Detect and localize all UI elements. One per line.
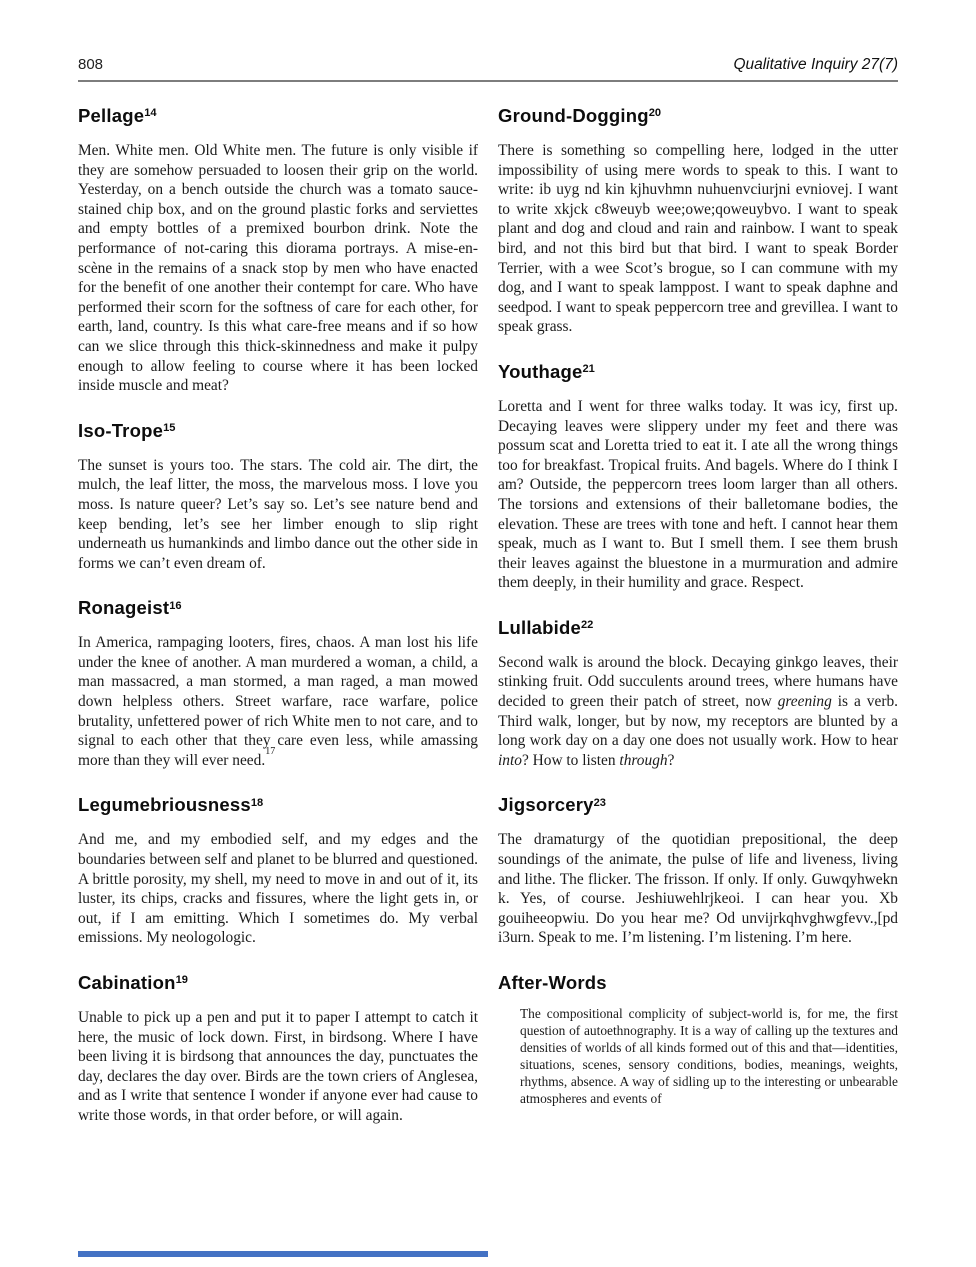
section bbox=[498, 105, 898, 337]
section-heading bbox=[78, 597, 478, 622]
section-heading-label: After-Words bbox=[498, 972, 607, 993]
paragraph-text: Second walk is around the block. Decaying ginkgo leaves, their stinking fruit. Odd succulents around trees, where humans have decided to green their patch of street, now bbox=[498, 653, 898, 711]
footnote-superscript: 15 bbox=[163, 422, 176, 435]
body-paragraph bbox=[78, 1008, 478, 1126]
paragraph-text: Men. White men. Old White men. The future is only visible if they are somehow persuaded to loosen their grip on the world. Yesterday, on a bench outside the church was a tomato sauce-stained chip box, and on the ground plastic forks and serviettes and empty bottles of a premixed bourbon drink. Note the performance of not-caring this diorama portrays. A mise-en-scène in the remains of a snack stop by men who have enacted for the benefit of one another their contempt for care. Who have performed their scorn for the softness of care for each other, for earth, land, country. Is this what care-free means and if so how can we slice through this thick-skinnedness and make it pulpy enough to allow feeling to course where it has been locked inside muscle and meat? bbox=[78, 142, 478, 395]
section-heading bbox=[78, 420, 478, 445]
section bbox=[498, 794, 898, 948]
paragraph-text: The sunset is yours too. The stars. The cold air. The dirt, the mulch, the leaf litter, the moss, the marvelous moss. I love you moss. Is nature queer? Let’s say so. Let’s see nature bend and keep bending, let’s see her limber enough to slip right underneath us humankinds and limbo dance out the other side in forms we can’t even dream of. bbox=[78, 456, 478, 572]
footnote-superscript: 20 bbox=[648, 107, 662, 120]
section bbox=[498, 617, 898, 771]
paragraph-text: ? How to listen bbox=[521, 751, 620, 769]
section-heading-label: Ground-Dogging bbox=[498, 105, 649, 126]
right-column bbox=[498, 100, 898, 1126]
section-heading bbox=[78, 794, 478, 819]
paragraph-text: The compositional complicity of subject-world is, for me, the first question of autoethnography. It is a way of calling up the textures and densities of worlds of all kinds formed out of this and that—identities, situations, scenes, sensory conditions, bodies, meanings, weights, rhythms, absence. A way of sidling up to the interesting or unbearable atmospheres and events of bbox=[520, 1006, 898, 1106]
section bbox=[498, 972, 898, 1107]
body-paragraph bbox=[498, 830, 898, 948]
footnote-superscript: 22 bbox=[581, 619, 594, 632]
section-heading bbox=[78, 972, 478, 997]
body-paragraph bbox=[78, 456, 478, 574]
body-paragraph bbox=[498, 397, 898, 593]
section-heading-label: Lullabide bbox=[498, 616, 581, 638]
afterwords-paragraph bbox=[520, 1005, 898, 1107]
page-number: 808 bbox=[78, 56, 104, 73]
body-paragraph bbox=[498, 141, 898, 337]
paragraph-text: is a verb. Third walk, longer, but by now, my receptors are blunted by a long work day on a day one does not usually work. How to hear bbox=[498, 693, 898, 750]
section-heading-label: Iso-Trope bbox=[78, 419, 164, 441]
paragraph-text: The dramaturgy of the quotidian prepositional, the deep soundings of the animate, the pulse of life and liveness, living and lithe. The flicker. The frisson. If only. If only. Guwqyhwekn k. Yes, of course. Jeshiuwehlrjkeoi. I can hear you. Xb gouiheeopwiu. Do you hear me? Od unvijrkqhvghwgfevv.,[pd i3urn. Speak to me. I’m listening. I’m listening. I’m here. bbox=[498, 831, 898, 947]
section-heading-label: Cabination bbox=[78, 972, 176, 993]
section bbox=[498, 361, 898, 593]
footnote-superscript: 21 bbox=[582, 363, 595, 376]
body-paragraph bbox=[78, 633, 478, 770]
footnote-superscript: 16 bbox=[169, 599, 182, 612]
article-body bbox=[78, 100, 898, 1126]
section bbox=[78, 597, 478, 770]
body-paragraph bbox=[78, 830, 478, 948]
section bbox=[78, 105, 478, 396]
section bbox=[78, 972, 478, 1126]
section-heading bbox=[498, 794, 898, 819]
bottom-blue-bar bbox=[78, 1251, 488, 1257]
section-heading bbox=[498, 617, 898, 642]
body-paragraph bbox=[498, 653, 898, 771]
journal-title: Qualitative Inquiry 27(7) bbox=[733, 56, 898, 73]
footnote-superscript: 23 bbox=[593, 796, 606, 809]
section-heading-label: Legumebriousness bbox=[78, 794, 251, 816]
footnote-superscript: 18 bbox=[250, 796, 264, 809]
section bbox=[78, 420, 478, 574]
italic-text: greening bbox=[777, 693, 832, 711]
header-rule bbox=[78, 80, 898, 82]
section-heading bbox=[498, 361, 898, 386]
paragraph-text: And me, and my embodied self, and my edges and the boundaries between self and planet to be blurred and questioned. A brittle porosity, my shell, my need to move in and out of it, its luster, its chips, cracks and fissures, where the light gets in, or out, if I am emitting. Which I sometimes do. My verbal emissions. My neologologic. bbox=[78, 831, 478, 947]
section-heading-label: Youthage bbox=[498, 360, 583, 382]
footnote-superscript: 14 bbox=[144, 107, 157, 120]
section bbox=[78, 794, 478, 948]
footnote-reference: 17 bbox=[265, 746, 276, 758]
section-heading-label: Pellage bbox=[78, 105, 145, 126]
left-column bbox=[78, 100, 478, 1126]
section-heading bbox=[498, 105, 898, 130]
section-heading bbox=[498, 972, 898, 994]
paragraph-text: Unable to pick up a pen and put it to paper I attempt to catch it here, the music of lock down. First, in birdsong. Where I have been living it is birdsong that announces the day, punctuates the day, declares the day over. Birds are the town criers of Anglesea, and as I write that sentence I wonder if anyone ever had cause to write those words, in that order before, or will again. bbox=[78, 1009, 478, 1124]
paragraph-text: There is something so compelling here, lodged in the utter impossibility of using mere words to speak to this. I want to write: ib uyg nd kin kjhuvhmn nuhuenvciurjni evniovej. I want to write xkjck c8weuyb wee;owe;qoweuybvo. I want to speak plant and dog and cloud and rain and rainbow. I want to speak bird, and not this bird but that bird. I want to speak Border Terrier, with a wee Scot’s brogue, so I can commune with my dog, and I want to speak lamppost. I want to speak daphne and seedpod. I want to speak peppercorn tree and grevillea. I want to speak grass. bbox=[498, 142, 898, 336]
page-header bbox=[78, 56, 898, 74]
italic-text: through bbox=[619, 751, 668, 769]
paragraph-text: In America, rampaging looters, fires, chaos. A man lost his life under the knee of another. A man murdered a woman, a child, a man massacred, a man stormed, a man raged, a man mowed down helpless others. Street warfare, race warfare, police brutality, unfettered power of rich White men to not care, and to signal to each other that they care even less, while amassing more than they will ever need. bbox=[78, 634, 478, 769]
body-paragraph bbox=[78, 141, 478, 396]
section-heading bbox=[78, 105, 478, 130]
paragraph-text: Loretta and I went for three walks today. It was icy, first up. Decaying leaves were slippery under my feet and there was possum scat and Loretta tried to eat it. I ate all the wrong things too for breakfast. Tropical fruits. And bagels. Where do I think I am? Outside, the peppercorn trees loom larger than all others. The torsions and extensions of their balletomane bodies, the elevation. These are trees with tone and heft. I cannot hear them speak, much as I want to. But I smell them. I see them brush their leaves against the bluestone in a murmuration and admire them deeply, in their humility and grace. Respect. bbox=[498, 397, 898, 592]
section-heading-label: Jigsorcery bbox=[498, 794, 594, 816]
paragraph-text: ? bbox=[667, 751, 675, 769]
italic-text: into bbox=[498, 751, 522, 769]
section-heading-label: Ronageist bbox=[78, 597, 170, 619]
footnote-superscript: 19 bbox=[175, 974, 188, 987]
